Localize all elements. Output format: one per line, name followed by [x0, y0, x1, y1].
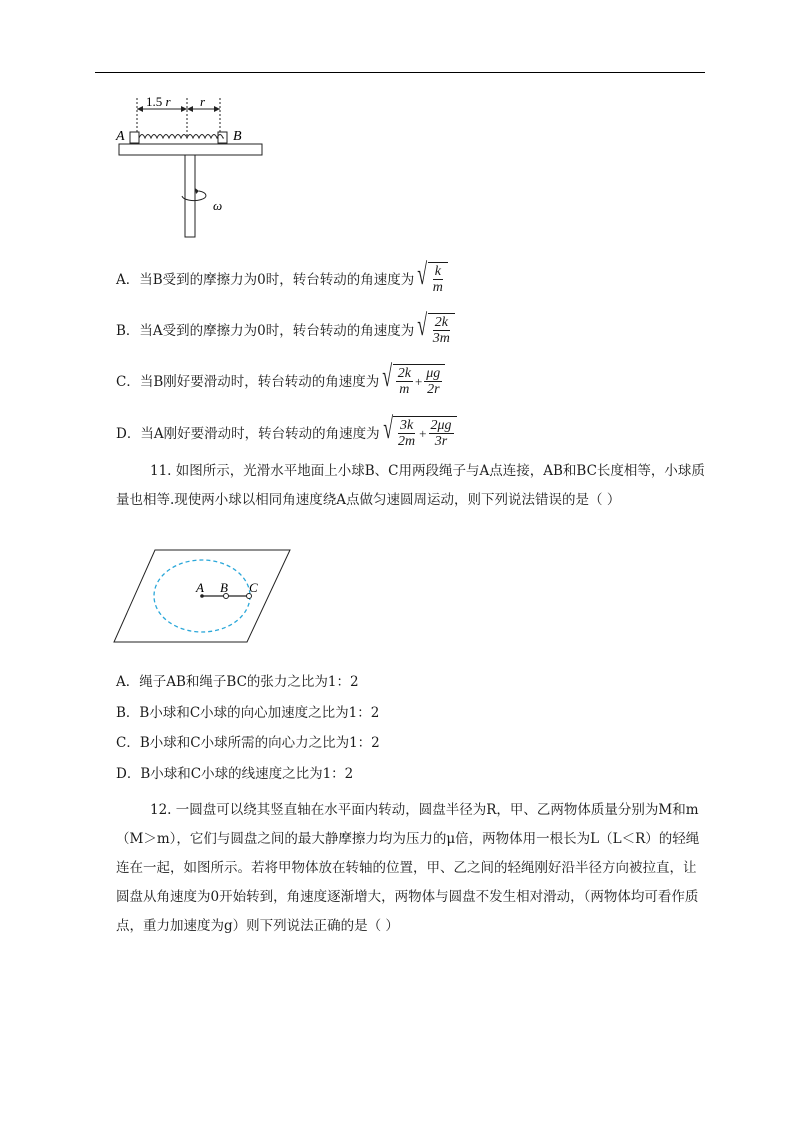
sqrt-k-over-m: √ $\frac{k}{m}$ — [414, 260, 448, 295]
q12-stem: 12. 一圆盘可以绕其竖直轴在水平面内转动，圆盘半径为R，甲、乙两物体质量分别为M和m（M＞m），它们与圆盘之间的最大静摩擦力均为压力的μ倍，两物体用一根长为L（L＜R）的轻绳连在一起，如图所示。若将甲物体放在转轴的位置，甲、乙之间的轻绳刚好沿半径方向被拉直，让圆盘从角速度为0开始转到，角速度逐渐增大，两物体与圆盘不发生相对滑动，（两物体均可看作质点，重力加速度为g）则下列说法正确的是（ ） — [116, 802, 700, 934]
q11-option-d: D．B小球和C小球的线速度之比为1：2 — [116, 766, 354, 782]
q11-option-b: B．B小球和C小球的向心加速度之比为1：2 — [116, 705, 380, 721]
q11-stem: 11. 如图所示，光滑水平地面上小球B、C用两段绳子与A点连接，AB和BC长度相等，小球质量也相等.现使两小球以相同角速度绕A点做匀速圆周运动，则下列说法错误的是（ ） — [116, 463, 705, 508]
dim-left-label: 1.5 r — [146, 94, 171, 109]
turntable-spring-figure — [112, 92, 272, 242]
sqrt-2k-over-3m: √ $\frac{2k}{3m}$ — [414, 311, 455, 346]
q10-option-b: B．当A受到的摩擦力为0时，转台转动的角速度为 √ $\frac{2k}{3m}$ — [116, 311, 455, 346]
q10-option-a: A．当B受到的摩擦力为0时，转台转动的角速度为 √ $\frac{k}{m}$ — [116, 260, 448, 295]
label-c: C — [249, 580, 258, 595]
sqrt-expression-d: √ $\frac{3k}{2m}$ + $\frac{2\mu g}{3r}$ — [380, 414, 457, 449]
header-rule — [95, 72, 705, 73]
q11-option-a: A．绳子AB和绳子BC的张力之比为1：2 — [116, 674, 359, 690]
turntable-top — [119, 144, 262, 155]
circular-motion-figure — [112, 548, 292, 644]
label-b: B — [220, 580, 228, 595]
omega-label: ω — [213, 198, 223, 213]
q11-option-c: C．B小球和C小球所需的向心力之比为1：2 — [116, 735, 380, 751]
label-a: A — [116, 129, 125, 144]
sqrt-expression-c: √ $\frac{2k}{m}$ + $\frac{\mu g}{2r}$ — [379, 362, 445, 397]
turntable-shaft — [185, 155, 195, 237]
block-a — [130, 132, 139, 143]
spring — [139, 135, 224, 139]
dim-right-label: r — [200, 94, 206, 109]
q10-option-c: C．当B刚好要滑动时，转台转动的角速度为 √ $\frac{2k}{m}$ + $\frac{\mu g}{2r}$ — [116, 362, 445, 397]
label-a: A — [196, 580, 204, 595]
label-b: B — [233, 129, 242, 144]
q10-option-d: D．当A刚好要滑动时，转台转动的角速度为 √ $\frac{3k}{2m}$ + $\frac{2\mu g}{3r}$ — [116, 414, 457, 449]
